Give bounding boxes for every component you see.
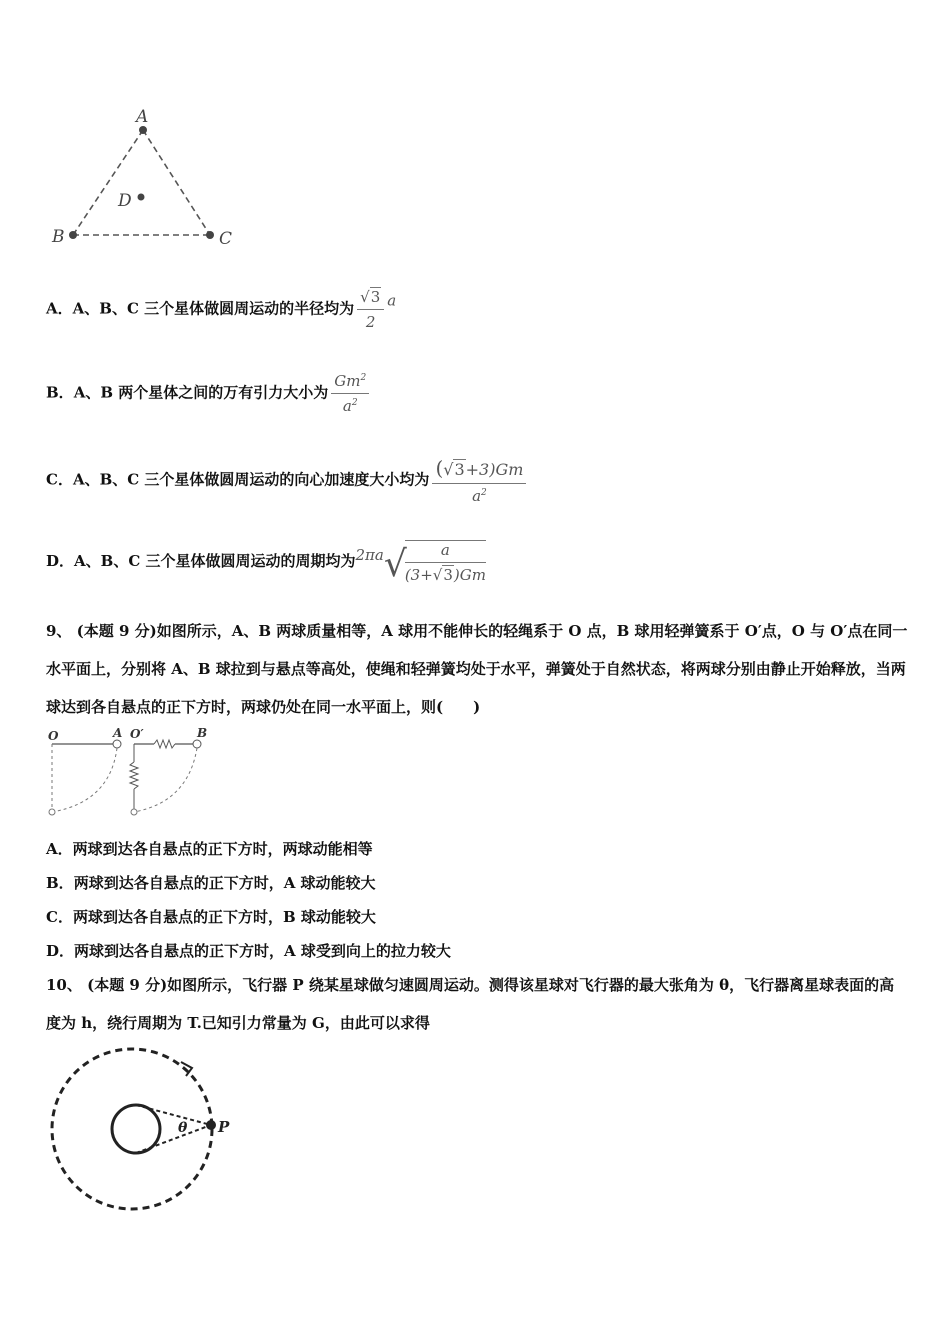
q9-option-a[interactable]: A．两球到达各自悬点的正下方时，两球动能相等	[46, 840, 373, 858]
svg-text:B: B	[197, 726, 208, 740]
svg-text:O′: O′	[130, 727, 144, 741]
q8-option-c[interactable]: C．A、B、C 三个星体做圆周运动的向心加速度大小均为 $\frac{(√3+3)Gm}{a^2}$	[46, 456, 529, 505]
math-radius: $\frac{√3}{2}$	[357, 288, 384, 331]
point-d	[138, 194, 145, 201]
label-c: C	[219, 229, 233, 249]
q10-stem: 10、 (本题 9 分)如图所示，飞行器 P 绕某星球做匀速圆周运动。测得该星球对飞行器的最大张角为 θ，飞行器离星球表面的高度为 h，绕行周期为 T.已知引力常量为 G，由此可以求得	[46, 976, 895, 1032]
q9-option-d[interactable]: D．两球到达各自悬点的正下方时，A 球受到向上的拉力较大	[46, 942, 451, 960]
svg-text:θ: θ	[178, 1120, 188, 1136]
q9-figure	[40, 724, 220, 819]
planet	[112, 1105, 160, 1153]
edge-ab	[73, 130, 143, 235]
q9-option-c[interactable]: C．两球到达各自悬点的正下方时，B 球动能较大	[46, 908, 376, 926]
svg-text:P: P	[218, 1118, 230, 1136]
star-c	[206, 231, 214, 239]
svg-text:O: O	[48, 729, 59, 743]
svg-text:A: A	[113, 726, 123, 740]
q8-option-b[interactable]: B．A、B 两个星体之间的万有引力大小为 $\frac{Gm^2}{a^2}$	[46, 372, 372, 415]
math-force: $\frac{Gm^2}{a^2}$	[331, 372, 369, 415]
star-b	[69, 231, 77, 239]
q8-option-a[interactable]: A．A、B、C 三个星体做圆周运动的半径均为 $\frac{√3}{2}$ a	[46, 288, 397, 331]
q8-option-d[interactable]: D．A、B、C 三个星体做圆周运动的周期均为2πa√ $\frac{a}{(3+√3)Gm}$	[46, 541, 486, 585]
spring-horizontal	[154, 740, 175, 748]
edge-ac	[143, 130, 210, 235]
label-a: A	[136, 107, 149, 127]
craft-p	[206, 1120, 216, 1130]
star-a	[139, 126, 147, 134]
spring-vertical	[130, 762, 138, 789]
math-period: $\frac{a}{(3+√3)Gm}$	[404, 541, 486, 584]
label-b: B	[52, 227, 65, 247]
q10-figure	[40, 1040, 250, 1220]
math-accel: $\frac{(√3+3)Gm}{a^2}$	[432, 456, 526, 505]
q9-option-b[interactable]: B．两球到达各自悬点的正下方时，A 球动能较大	[46, 874, 376, 892]
q9-stem: 9、 (本题 9 分)如图所示，A、B 两球质量相等，A 球用不能伸长的轻绳系于 O 点，B 球用轻弹簧系于 O′点，O 与 O′点在同一水平面上，分别将 A、B 球拉到与悬点等高处，使绳和轻弹簧均处于水平，弹簧处于自然状态，将两球分别由静止开始释放，当两球达到各自悬点的正下方时，两球仍处在同一水平面上，则( )	[46, 622, 908, 716]
triangle-figure	[40, 100, 250, 260]
label-d: D	[118, 191, 132, 211]
